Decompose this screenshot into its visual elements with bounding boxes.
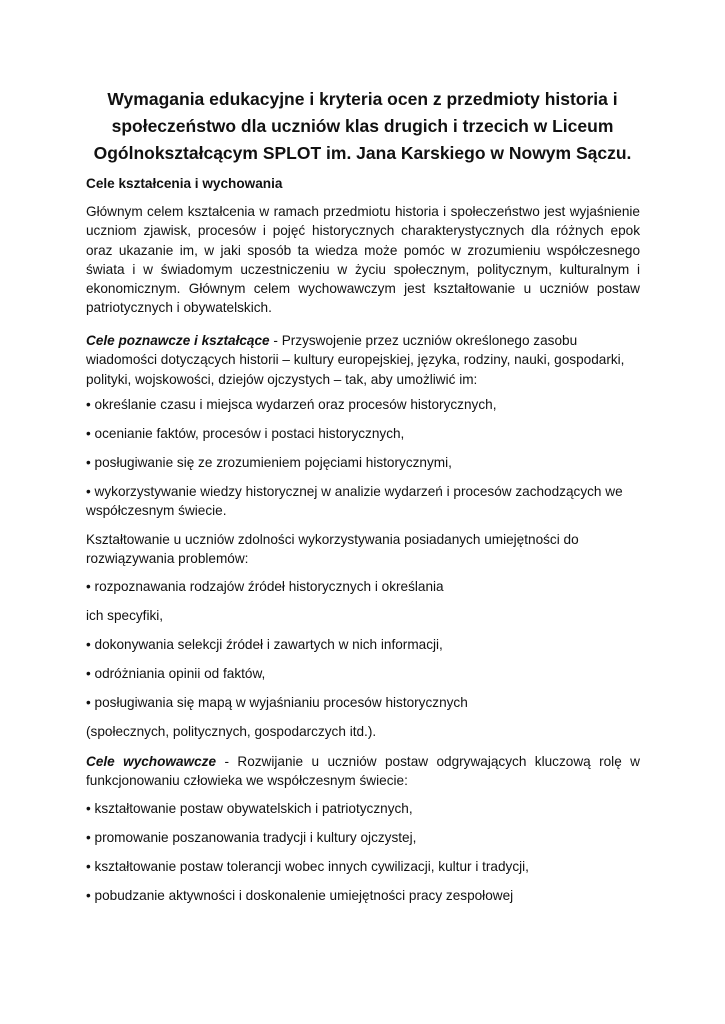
cognitive-goals-lead: Cele poznawcze i kształcące xyxy=(86,333,270,348)
cognitive-bullet: • określanie czasu i miejsca wydarzeń oraz procesów historycznych, xyxy=(86,397,497,412)
educational-bullet: • kształtowanie postaw obywatelskich i patriotycznych, xyxy=(86,801,413,816)
cognitive-goals-paragraph xyxy=(86,331,640,389)
educational-goals-text: - Rozwijanie u uczniów postaw odgrywających kluczową rolę w funkcjonowaniu człowieka we współczesnym świecie: xyxy=(86,754,640,789)
cognitive-bullet: • ocenianie faktów, procesów i postaci historycznych, xyxy=(86,426,405,441)
skills-item: • posługiwania się mapą w wyjaśnianiu procesów historycznych xyxy=(86,695,468,710)
cognitive-bullet: • wykorzystywanie wiedzy historycznej w analizie wydarzeń i procesów zachodzących we współczesnym świecie. xyxy=(86,484,623,519)
cognitive-bullet: • posługiwanie się ze zrozumieniem pojęciami historycznymi, xyxy=(86,455,452,470)
educational-bullet: • kształtowanie postaw tolerancji wobec innych cywilizacji, kultur i tradycji, xyxy=(86,859,529,874)
intro-paragraph: Głównym celem kształcenia w ramach przedmiotu historia i społeczeństwo jest wyjaśnienie uczniom zjawisk, procesów i pojęć historycznych charakterystycznych dla różnych epok oraz ukazanie im, w jaki sposób ta wiedza może pomóc w zrozumieniu współczesnego świata i w świadomym uczestniczeniu w życiu społecznym, politycznym, kulturalnym i ekonomicznym. Głównym celem wychowawczym jest kształtowanie u uczniów postaw patriotycznych i obywatelskich. xyxy=(86,204,640,316)
skills-item: ich specyfiki, xyxy=(86,608,164,623)
section-heading: Cele kształcenia i wychowania xyxy=(86,176,283,191)
skills-item: (społecznych, politycznych, gospodarczych itd.). xyxy=(86,724,377,739)
document-title: Wymagania edukacyjne i kryteria ocen z przedmioty historia i społeczeństwo dla uczniów klas drugich i trzecich w Liceum Ogólnokształcącym SPLOT im. Jana Karskiego w Nowym Sączu. xyxy=(93,89,632,163)
educational-goals-paragraph xyxy=(86,752,640,791)
educational-goals-lead: Cele wychowawcze xyxy=(86,754,217,769)
skills-item: • dokonywania selekcji źródeł i zawartych w nich informacji, xyxy=(86,637,443,652)
educational-bullet: • promowanie poszanowania tradycji i kultury ojczystej, xyxy=(86,830,417,845)
educational-bullet: • pobudzanie aktywności i doskonalenie umiejętności pracy zespołowej xyxy=(86,888,514,903)
cognitive-goals-text: - Przyswojenie przez uczniów określonego zasobu wiadomości dotyczących historii – kultury europejskiej, języka, rodziny, nauki, gospodarki, polityki, wojskowości, dziejów ojczystych – tak, aby umożliwić im: xyxy=(86,333,625,387)
skills-paragraph: Kształtowanie u uczniów zdolności wykorzystywania posiadanych umiejętności do rozwiązywania problemów: xyxy=(86,532,579,567)
skills-item: • odróżniania opinii od faktów, xyxy=(86,666,266,681)
skills-item: • rozpoznawania rodzajów źródeł historycznych i określania xyxy=(86,579,444,594)
